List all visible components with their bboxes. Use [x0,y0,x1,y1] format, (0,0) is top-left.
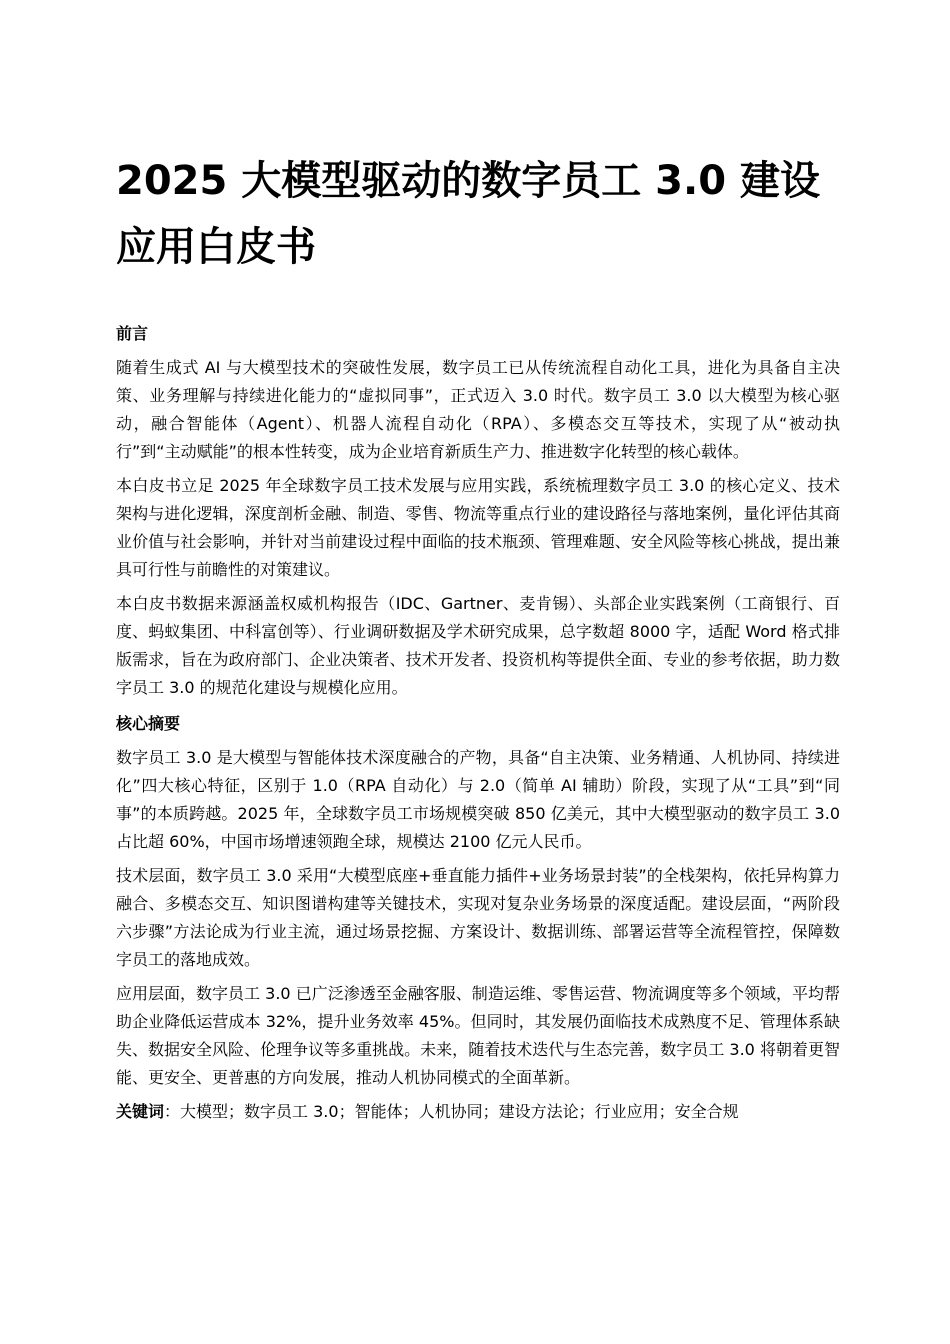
paragraph: 技术层面，数字员工 3.0 采用“大模型底座+垂直能力插件+业务场景封装”的全栈架构，依托异构算力融合、多模态交互、知识图谱构建等关键技术，实现对复杂业务场景的深度适配。建设层面，“两阶段六步骤”方法论成为行业主流，通过场景挖掘、方案设计、数据训练、部署运营等全流程管控，保障数字员工的落地成效。 [116,866,840,969]
paragraph: 应用层面，数字员工 3.0 已广泛渗透至金融客服、制造运维、零售运营、物流调度等多个领域，平均帮助企业降低运营成本 32%，提升业务效率 45%。但同时，其发展仍面临技术成熟度不足、管理体系缺失、数据安全风险、伦理争议等多重挑战。未来，随着技术迭代与生态完善，数字员工 3.0 将朝着更智能、更安全、更普惠的方向发展，推动人机协同模式的全面革新。 [116,984,840,1087]
keywords-label: 关键词 [116,1102,165,1121]
paragraph: 本白皮书数据来源涵盖权威机构报告（IDC、Gartner、麦肯锡）、头部企业实践案例（工商银行、百度、蚂蚁集团、中科富创等）、行业调研数据及学术研究成果，总字数超 8000 字，适配 Word 格式排版需求，旨在为政府部门、企业决策者、技术开发者、投资机构等提供全面、专业的参考依据，助力数字员工 3.0 的规范化建设与规模化应用。 [116,594,840,697]
document-title: 2025 大模型驱动的数字员工 3.0 建设应用白皮书 [116,158,820,270]
keywords-text: 大模型；数字员工 3.0；智能体；人机协同；建设方法论；行业应用；安全合规 [180,1102,739,1121]
keywords-separator: ： [164,1102,181,1121]
section-heading: 前言 [116,324,149,343]
section-preface [116,320,840,702]
section-core-summary [116,710,840,1092]
document-body [116,320,840,1126]
paragraph: 本白皮书立足 2025 年全球数字员工技术发展与应用实践，系统梳理数字员工 3.0 的核心定义、技术架构与进化逻辑，深度剖析金融、制造、零售、物流等重点行业的建设路径与落地案例，量化评估其商业价值与社会影响，并针对当前建设过程中面临的技术瓶颈、管理难题、安全风险等核心挑战，提出兼具可行性与前瞻性的对策建议。 [116,476,840,579]
keywords-line [116,1098,840,1126]
paragraph: 随着生成式 AI 与大模型技术的突破性发展，数字员工已从传统流程自动化工具，进化为具备自主决策、业务理解与持续进化能力的“虚拟同事”，正式迈入 3.0 时代。数字员工 3.0 以大模型为核心驱动，融合智能体（Agent）、机器人流程自动化（RPA）、多模态交互等技术，实现了从“被动执行”到“主动赋能”的根本性转变，成为企业培育新质生产力、推进数字化转型的核心载体。 [116,358,840,461]
section-heading: 核心摘要 [116,714,181,733]
paragraph: 数字员工 3.0 是大模型与智能体技术深度融合的产物，具备“自主决策、业务精通、人机协同、持续进化”四大核心特征，区别于 1.0（RPA 自动化）与 2.0（简单 AI 辅助）阶段，实现了从“工具”到“同事”的本质跨越。2025 年，全球数字员工市场规模突破 850 亿美元，其中大模型驱动的数字员工 3.0 占比超 60%，中国市场增速领跑全球，规模达 2100 亿元人民币。 [116,748,840,851]
